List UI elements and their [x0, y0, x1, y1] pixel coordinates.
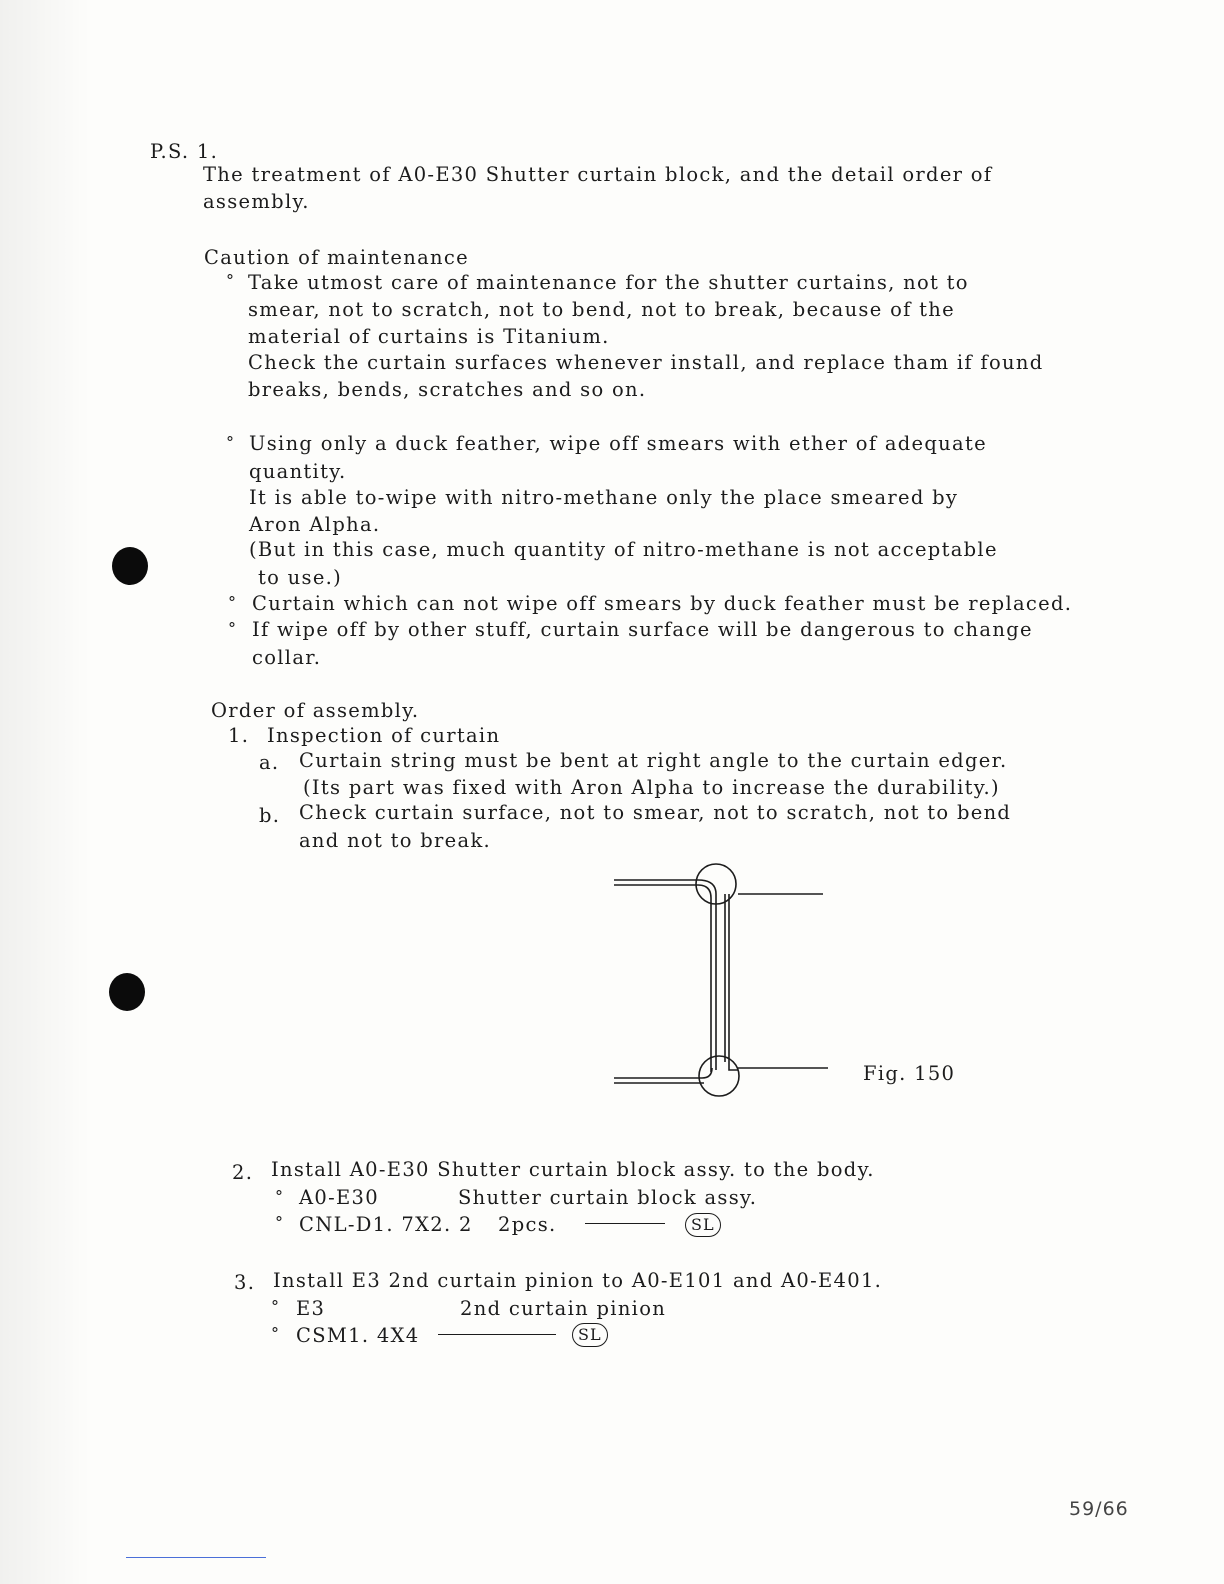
- page-number: 59/66: [1069, 1498, 1129, 1520]
- footer-rule: [126, 1557, 266, 1558]
- step-2-number: 2.: [232, 1161, 254, 1184]
- figure-label: Fig. 150: [863, 1062, 956, 1085]
- punch-hole-upper: [112, 547, 148, 585]
- step-3-part-2-code: CSM1. 4X4: [296, 1324, 420, 1347]
- assembly-heading: Order of assembly.: [211, 699, 420, 722]
- caution-2-line-1: Using only a duck feather, wipe off smears with ether of adequate: [249, 432, 987, 455]
- bullet-icon: °: [226, 433, 234, 452]
- caution-1-line-4: Check the curtain surfaces whenever install, and replace tham if found: [248, 351, 1044, 374]
- step-2-part-1-desc: Shutter curtain block assy.: [458, 1186, 758, 1209]
- bullet-icon: °: [226, 271, 234, 290]
- step-3-title: Install E3 2nd curtain pinion to A0-E101 and A0-E401.: [273, 1269, 883, 1292]
- step-2-part-2-qty: 2pcs.: [498, 1213, 557, 1236]
- string-bend-path: [698, 885, 711, 1072]
- intro-line-1: The treatment of A0-E30 Shutter curtain block, and the detail order of: [203, 163, 993, 186]
- step-1-number: 1.: [228, 724, 250, 747]
- caution-heading: Caution of maintenance: [204, 246, 469, 269]
- step-1a-line-1: Curtain string must be bent at right angle to the curtain edger.: [299, 749, 1008, 772]
- intro-line-2: assembly.: [203, 190, 310, 213]
- bullet-icon: °: [228, 619, 236, 638]
- step-3-number: 3.: [234, 1271, 256, 1294]
- fig-150-curtain-string-diagram: [600, 850, 850, 1110]
- step-1a-line-2: (Its part was fixed with Aron Alpha to increase the durability.): [303, 776, 1000, 799]
- caution-1-line-1: Take utmost care of maintenance for the shutter curtains, not to: [248, 271, 969, 294]
- bullet-icon: °: [275, 1187, 283, 1206]
- caution-2-line-2: quantity.: [249, 460, 347, 483]
- string-bend-path: [698, 880, 716, 1070]
- punch-hole-lower: [109, 973, 145, 1011]
- scan-shadow: [0, 0, 95, 1584]
- step-1-title: Inspection of curtain: [267, 724, 501, 747]
- bullet-icon: °: [275, 1213, 283, 1232]
- sl-adhesive-mark: SL: [685, 1213, 721, 1237]
- bullet-icon: °: [271, 1297, 279, 1316]
- caution-2-line-3: It is able to-wipe with nitro-methane only the place smeared by: [249, 486, 959, 509]
- step-2-part-1-code: A0-E30: [299, 1186, 379, 1209]
- step-1b-line-1: Check curtain surface, not to smear, not to scratch, not to bend: [299, 801, 1012, 824]
- step-1b-line-2: and not to break.: [299, 829, 492, 852]
- ps-heading: P.S. 1.: [150, 140, 219, 163]
- bullet-icon: °: [228, 593, 236, 612]
- caution-2-line-5: (But in this case, much quantity of nitro-methane is not acceptable: [249, 538, 998, 561]
- leader-line: [438, 1334, 556, 1335]
- caution-1-line-5: breaks, bends, scratches and so on.: [248, 378, 647, 401]
- caution-2-line-6: to use.): [258, 566, 343, 589]
- step-2-title: Install A0-E30 Shutter curtain block assy. to the body.: [271, 1158, 875, 1181]
- step-1a-label: a.: [259, 751, 280, 774]
- caution-4-line-2: collar.: [252, 646, 322, 669]
- bullet-icon: °: [271, 1324, 279, 1343]
- caution-3-line-1: Curtain which can not wipe off smears by duck feather must be replaced.: [252, 592, 1073, 615]
- step-3-part-1-code: E3: [296, 1297, 326, 1320]
- step-2-part-2-code: CNL-D1. 7X2. 2: [299, 1213, 473, 1236]
- sl-adhesive-mark: SL: [572, 1323, 608, 1347]
- caution-2-line-4: Aron Alpha.: [249, 513, 381, 536]
- caution-1-line-2: smear, not to scratch, not to bend, not to break, because of the: [248, 298, 955, 321]
- step-3-part-1-desc: 2nd curtain pinion: [460, 1297, 667, 1320]
- caution-1-line-3: material of curtains is Titanium.: [248, 325, 610, 348]
- bottom-bend-circle: [699, 1056, 739, 1096]
- leader-line: [585, 1223, 665, 1224]
- caution-4-line-1: If wipe off by other stuff, curtain surface will be dangerous to change: [252, 618, 1033, 641]
- bottom-string-line: [614, 1068, 712, 1078]
- step-1b-label: b.: [259, 804, 281, 827]
